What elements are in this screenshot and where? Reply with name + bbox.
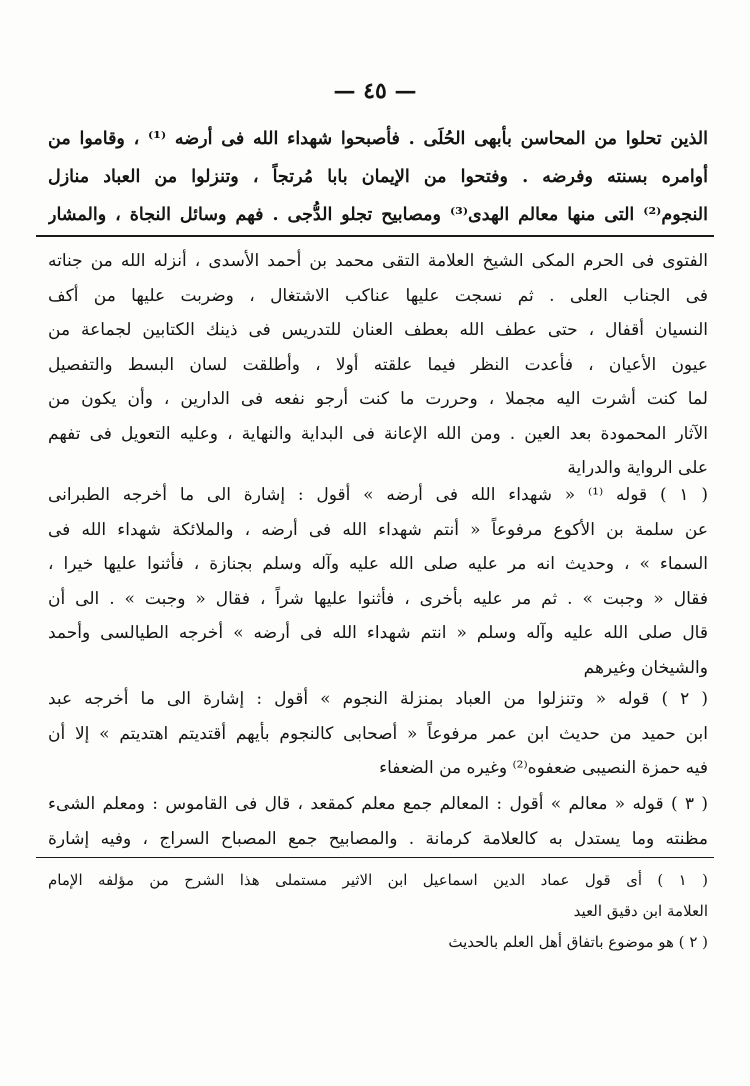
commentary-2: [48, 682, 708, 786]
footnote-line: ( ٢ ) هو موضوع باتفاق أهل العلم بالحديث: [448, 933, 708, 951]
text-line: السماء » ، وحديث انه مر عليه صلى الله عليه وآله وسلم بجنازة ، فأثنوا عليها خيرا ،: [48, 554, 708, 574]
commentary-3: [48, 787, 708, 856]
text-line: قال صلى الله عليه وآله وسلم « انتم شهداء الله فى أرضه » أخرجه الطيالسى وأحمد: [48, 623, 708, 643]
footnote-line: ( ١ ) أى قول عماد الدين اسماعيل ابن الاثير مستملى هذا الشرح من مؤلفه الإمام: [48, 871, 708, 889]
text-line: الفتوى فى الحرم المكى الشيخ العلامة التقى محمد بن أحمد الأسدى ، أنزله الله من جناته: [48, 251, 708, 271]
text-line: النجوم⁽²⁾ التى منها معالم الهدى⁽³⁾ ومصابيح تجلو الدُّجى . فهم وسائل النجاة ، والمشار: [48, 205, 708, 225]
text-line: مظنته وما يستدل به كالعلامة كرمانة . والمصابيح جمع المصباح السراج ، وفيه إشارة: [48, 828, 708, 849]
commentary-1: [48, 478, 708, 685]
text-line: لما كنت أشرت اليه مجملا ، وحررت ما كنت أرجو نفعه فى الدارين ، وأن يكون من: [48, 389, 708, 409]
text-line: النسيان أقفال ، حتى عطف الله بعطف العنان للتدريس فى ذينك الكتابين لجماعة من: [48, 320, 708, 340]
text-line: فى الجناب العلى . ثم نسجت عليها عناكب الاشتغال ، وضربت عليها من أكف: [48, 285, 708, 306]
text-line: والشيخان وغيرهم: [583, 657, 708, 678]
text-line: عن سلمة بن الأكوع مرفوعاً « أنتم شهداء الله فى أرضه ، والملائكة شهداء الله فى: [48, 519, 708, 540]
text-line: ابن حميد من حديث ابن عمر مرفوعاً « أصحابى كالنجوم بأيهم أقتديتم اهتديتم » إلا أن: [48, 723, 708, 744]
section-divider: [36, 235, 714, 237]
text-line: فيه حمزة النصيبى ضعفوه⁽²⁾ وغيره من الضعفاء: [379, 758, 708, 778]
page-number: — ٤٥ —: [333, 78, 417, 104]
text-line: الآثار المحمودة بعد العين . ومن الله الإعانة فى البداية والنهاية ، وعليه التعويل فى تفهم: [48, 423, 708, 444]
text-line: فقال « وجبت » . ثم مر عليه بأخرى ، فأثنوا عليها شراً ، فقال « وجبت » . الى أن: [48, 588, 708, 609]
footnotes: [48, 865, 708, 958]
footnote-divider: [36, 857, 714, 858]
text-line: عيون الأعيان ، فأعدت النظر فيما علقته أولا ، وأطلقت لسان البسط والتفصيل: [48, 354, 708, 375]
text-line: ( ٣ ) قوله « معالم » أقول : المعالم جمع معلم كمقعد ، قال فى القاموس : ومعلم الشىء: [48, 794, 708, 814]
introduction-paragraph: [48, 244, 708, 486]
text-line: الذين تحلوا من المحاسن بأبهى الحُلَى . فأصبحوا شهداء الله فى أرضه ⁽¹⁾ ، وقاموا من: [48, 129, 708, 149]
text-line: أوامره بسنته وفرضه . وفتحوا من الإيمان بابا مُرتجاً ، وتنزلوا من العباد منازل: [48, 167, 708, 187]
main-text-continued: [48, 120, 708, 234]
text-line: ( ١ ) قوله ⁽¹⁾ « شهداء الله فى أرضه » أقول : إشارة الى ما أخرجه الطبرانى: [48, 485, 708, 505]
text-line: على الرواية والدراية: [567, 458, 708, 478]
footnote-line: العلامة ابن دقيق العيد: [573, 902, 708, 920]
text-line: ( ٢ ) قوله « وتنزلوا من العباد بمنزلة النجوم » أقول : إشارة الى ما أخرجه عبد: [48, 689, 708, 709]
